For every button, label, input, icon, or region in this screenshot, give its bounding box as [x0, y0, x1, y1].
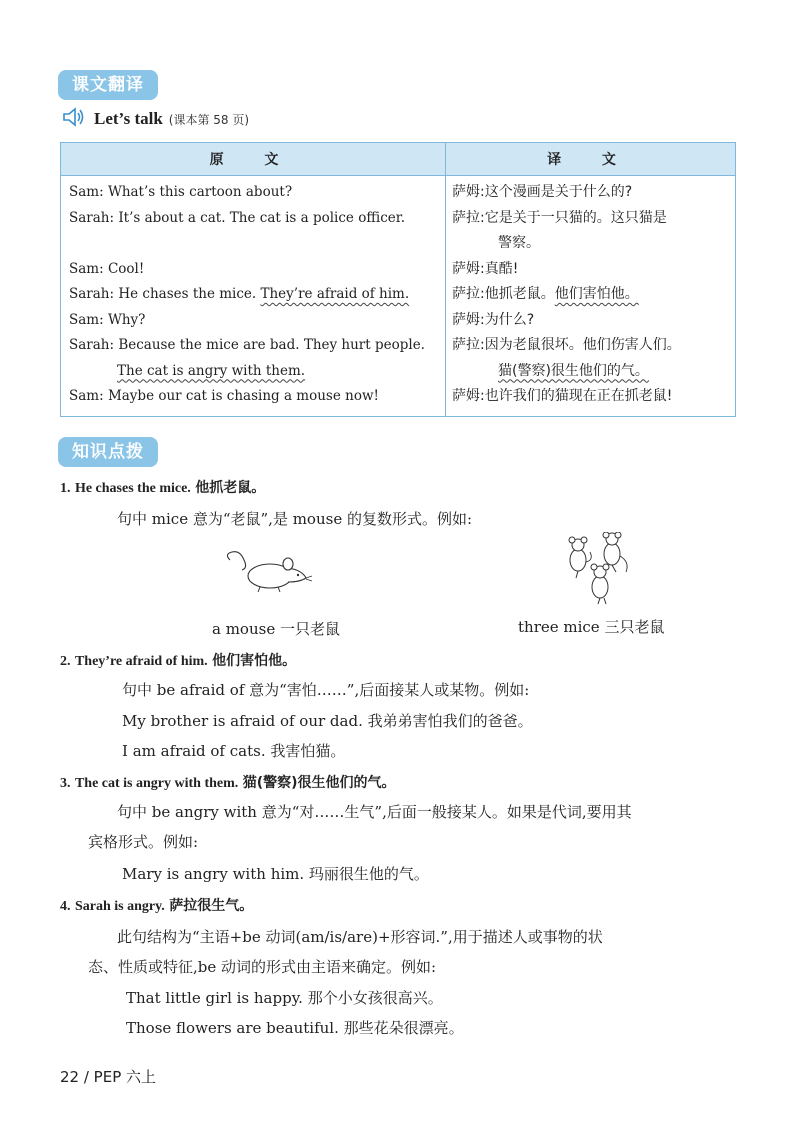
dialogue-line-zh: 萨姆:也许我们的猫现在正在抓老鼠! [452, 388, 673, 404]
point-sentence-zh: 猫(警察)很生他们的气。 [242, 775, 396, 791]
point-1-explanation: 句中 mice 意为“老鼠”,是 mouse 的复数形式。例如: [117, 510, 473, 528]
translation-table [60, 142, 736, 417]
point-3-explanation-cont: 宾格形式。例如: [88, 833, 199, 851]
point-sentence-zh: 萨拉很生气。 [169, 898, 254, 914]
dialogue-line-en [69, 359, 445, 385]
page-reference: (课本第 58 页) [168, 112, 250, 127]
header-translation: 译 文 [446, 143, 736, 176]
point-number: 3. [60, 776, 71, 791]
dialogue-line-en: Sam: What’s this cartoon about? [69, 184, 293, 200]
key-sentence: 他们害怕他。 [554, 286, 639, 302]
lets-talk-heading [62, 106, 249, 132]
point-4-heading [60, 895, 253, 915]
caption-mouse: a mouse 一只老鼠 [212, 620, 340, 638]
point-sentence-zh: 他抓老鼠。 [195, 480, 266, 496]
dialogue-line-zh: 萨拉:它是关于一只猫的。这只猫是 [452, 209, 667, 226]
point-number: 4. [60, 899, 71, 914]
mouse-illustration [222, 548, 314, 602]
point-sentence-en: Sarah is angry. [74, 899, 165, 914]
point-number: 1. [60, 481, 71, 496]
three-mice-illustration [560, 532, 640, 610]
key-sentence: They’re afraid of him. [260, 286, 410, 302]
dialogue-line-en: Sarah: It’s about a cat. The cat is a police officer. [69, 209, 406, 226]
caption-mice: three mice 三只老鼠 [518, 618, 665, 636]
dialogue-line-zh: 警察。 [498, 235, 540, 251]
dialogue-line-en [69, 282, 445, 308]
dialogue-line-zh: 萨姆:为什么? [452, 311, 535, 328]
point-4-explanation-cont: 态、性质或特征,be 动词的形式由主语来确定。例如: [88, 958, 437, 976]
point-4-explanation: 此句结构为“主语+be 动词(am/is/are)+形容词.”,用于描述人或事物的状 [117, 928, 603, 946]
key-sentence: 猫(警察)很生他们的气。 [498, 362, 649, 379]
speaker-icon [62, 107, 86, 131]
point-2-explanation: 句中 be afraid of 意为“害怕……”,后面接某人或某物。例如: [122, 681, 530, 699]
dialogue-text: Sarah: He chases the mice. [69, 286, 261, 302]
point-sentence-zh: 他们害怕他。 [212, 653, 297, 669]
dialogue-line-en: Sarah: Because the mice are bad. They hurt people. [69, 337, 425, 353]
dialogue-line-zh: 萨姆:真酷! [452, 260, 519, 277]
dialogue-text: 萨拉:他抓老鼠。 [452, 286, 555, 302]
dialogue-line-zh: 萨拉:因为老鼠很坏。他们伤害人们。 [452, 337, 681, 353]
dialogue-line-en: Sam: Cool! [69, 260, 145, 277]
point-3-explanation: 句中 be angry with 意为“对……生气”,后面一般接某人。如果是代词,要用其 [117, 803, 632, 821]
point-2-example-1: My brother is afraid of our dad. 我弟弟害怕我们的爸爸。 [122, 712, 533, 730]
point-1-heading [60, 477, 265, 497]
dialogue-line-en: Sam: Why? [69, 311, 146, 328]
header-original: 原 文 [61, 143, 446, 176]
dialogue-line-zh: 萨姆:这个漫画是关于什么的? [452, 184, 633, 200]
lets-talk-title: Let’s talk [94, 109, 163, 128]
point-4-example-2: Those flowers are beautiful. 那些花朵很漂亮。 [126, 1019, 464, 1037]
section-badge-translation: 课文翻译 [58, 70, 158, 100]
point-3-example-1: Mary is angry with him. 玛丽很生他的气。 [122, 865, 429, 883]
dialogue-line-en: Sam: Maybe our cat is chasing a mouse now! [69, 388, 379, 404]
dialogue-line-en [69, 231, 445, 257]
point-sentence-en: He chases the mice. [74, 481, 191, 496]
point-4-example-1: That little girl is happy. 那个小女孩很高兴。 [126, 989, 443, 1007]
point-sentence-en: The cat is angry with them. [74, 776, 239, 791]
dialogue-line-zh [452, 282, 735, 308]
point-2-example-2: I am afraid of cats. 我害怕猫。 [122, 742, 346, 760]
key-sentence: The cat is angry with them. [117, 362, 306, 379]
page-footer: 22 / PEP 六上 [60, 1068, 157, 1086]
section-badge-points: 知识点拨 [58, 437, 158, 467]
point-3-heading [60, 772, 396, 792]
dialogue-line-zh [452, 359, 735, 385]
point-2-heading [60, 650, 296, 670]
point-number: 2. [60, 654, 71, 669]
point-sentence-en: They’re afraid of him. [74, 654, 208, 669]
